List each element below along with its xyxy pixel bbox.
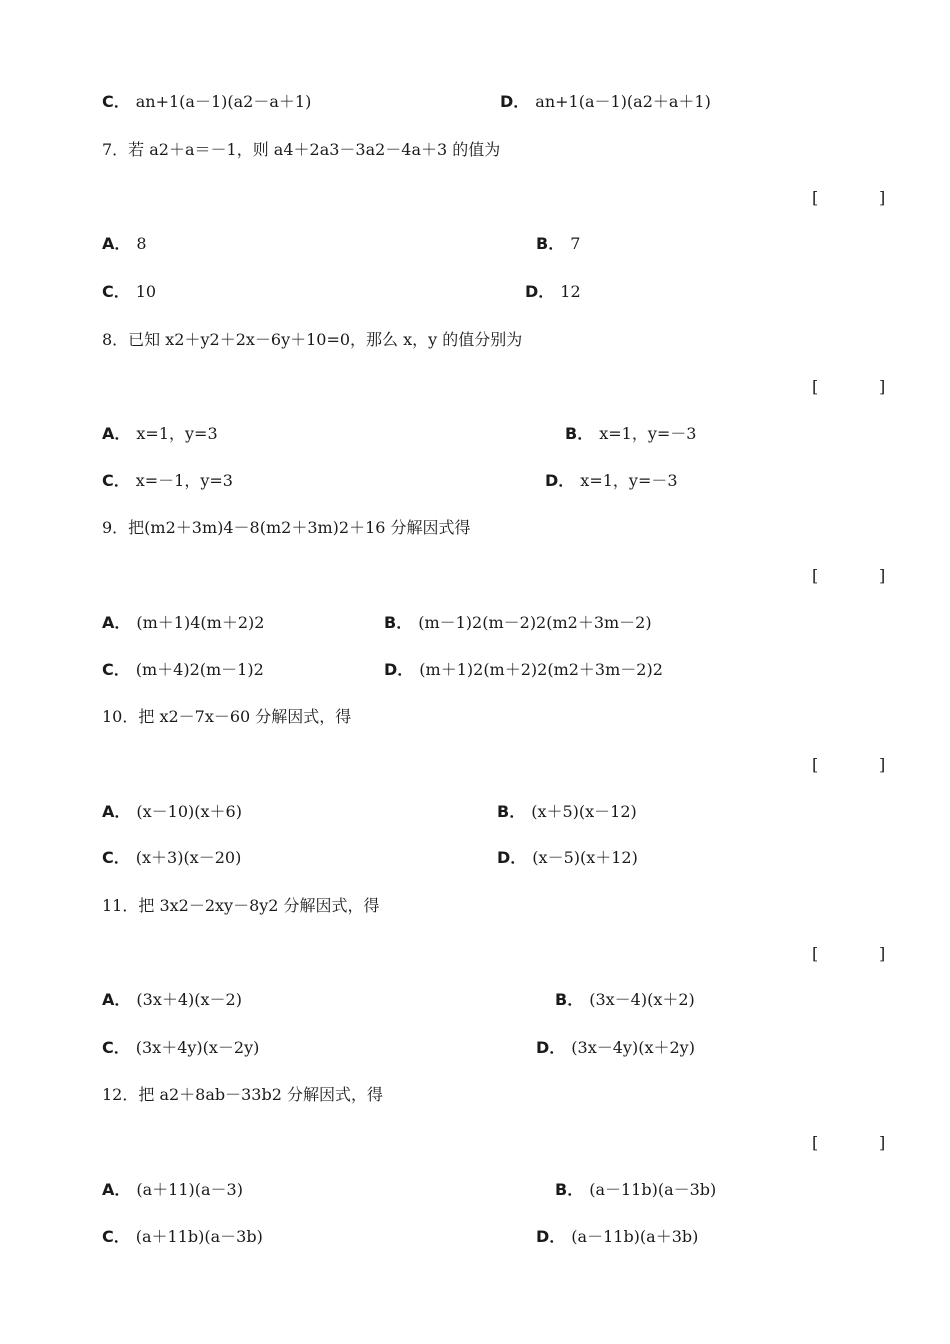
option-d-q10 bbox=[497, 848, 638, 868]
answer-bracket-close: ] bbox=[879, 188, 886, 207]
option-label: D． bbox=[536, 1038, 566, 1057]
question-stem-11: 11．把 3x2－2xy－8y2 分解因式，得 bbox=[102, 896, 380, 915]
option-text: x=1，y=－3 bbox=[580, 471, 678, 490]
answer-bracket-open: [ bbox=[812, 755, 819, 774]
option-a-q7 bbox=[102, 234, 147, 254]
option-text: (3x＋4y)(x－2y) bbox=[135, 1038, 260, 1057]
option-label: B． bbox=[555, 1180, 584, 1199]
answer-bracket-close: ] bbox=[879, 755, 886, 774]
option-text: (3x＋4)(x－2) bbox=[136, 990, 242, 1009]
option-label: B． bbox=[565, 424, 594, 443]
option-c-q11 bbox=[102, 1038, 259, 1058]
option-a-q11 bbox=[102, 990, 242, 1010]
option-text: 8 bbox=[136, 234, 147, 253]
option-text: an+1(a－1)(a2－a＋1) bbox=[135, 92, 312, 111]
option-text: (3x－4)(x＋2) bbox=[589, 990, 695, 1009]
option-d-q12 bbox=[536, 1227, 698, 1247]
option-label: D． bbox=[545, 471, 575, 490]
option-d-q8 bbox=[545, 471, 678, 491]
answer-bracket-open: [ bbox=[812, 566, 819, 585]
option-d-q11 bbox=[536, 1038, 695, 1058]
answer-bracket-open: [ bbox=[812, 944, 819, 963]
option-d-q6 bbox=[500, 92, 711, 112]
option-label: A． bbox=[102, 613, 131, 632]
question-stem-7: 7．若 a2＋a＝－1，则 a4＋2a3－3a2－4a＋3 的值为 bbox=[102, 140, 501, 159]
option-label: A． bbox=[102, 424, 131, 443]
option-text: x=1，y=－3 bbox=[599, 424, 697, 443]
option-label: A． bbox=[102, 802, 131, 821]
option-text: (m＋4)2(m－1)2 bbox=[135, 660, 264, 679]
option-d-q7 bbox=[525, 282, 581, 302]
option-label: C． bbox=[102, 1227, 130, 1246]
option-label: C． bbox=[102, 660, 130, 679]
option-text: (x－5)(x＋12) bbox=[532, 848, 638, 867]
option-text: (m－1)2(m－2)2(m2＋3m－2) bbox=[418, 613, 652, 632]
option-c-q10 bbox=[102, 848, 241, 868]
answer-bracket-close: ] bbox=[879, 1133, 886, 1152]
option-c-q6 bbox=[102, 92, 311, 112]
option-label: A． bbox=[102, 1180, 131, 1199]
option-b-q12 bbox=[555, 1180, 716, 1200]
option-text: an+1(a－1)(a2＋a＋1) bbox=[535, 92, 711, 111]
option-text: (a＋11b)(a－3b) bbox=[135, 1227, 263, 1246]
question-stem-9: 9．把(m2＋3m)4－8(m2＋3m)2＋16 分解因式得 bbox=[102, 518, 471, 537]
option-c-q9 bbox=[102, 660, 264, 680]
option-label: C． bbox=[102, 282, 130, 301]
option-c-q8 bbox=[102, 471, 233, 491]
option-label: C． bbox=[102, 92, 130, 111]
option-label: C． bbox=[102, 471, 130, 490]
option-label: D． bbox=[536, 1227, 566, 1246]
option-b-q10 bbox=[497, 802, 637, 822]
answer-bracket-close: ] bbox=[879, 944, 886, 963]
answer-bracket-close: ] bbox=[879, 377, 886, 396]
option-text: (m＋1)4(m＋2)2 bbox=[136, 613, 265, 632]
option-label: D． bbox=[384, 660, 414, 679]
question-stem-8: 8．已知 x2＋y2＋2x－6y＋10=0，那么 x，y 的值分别为 bbox=[102, 330, 523, 349]
option-a-q10 bbox=[102, 802, 242, 822]
option-label: A． bbox=[102, 234, 131, 253]
option-label: D． bbox=[497, 848, 527, 867]
option-d-q9 bbox=[384, 660, 663, 680]
option-label: B． bbox=[497, 802, 526, 821]
option-text: (a－11b)(a－3b) bbox=[589, 1180, 717, 1199]
answer-bracket-close: ] bbox=[879, 566, 886, 585]
option-c-q12 bbox=[102, 1227, 263, 1247]
option-text: (x＋5)(x－12) bbox=[531, 802, 637, 821]
question-stem-12: 12．把 a2＋8ab－33b2 分解因式，得 bbox=[102, 1085, 383, 1104]
option-b-q7 bbox=[536, 234, 580, 254]
answer-bracket-open: [ bbox=[812, 188, 819, 207]
option-text: (3x－4y)(x＋2y) bbox=[571, 1038, 695, 1057]
option-a-q12 bbox=[102, 1180, 243, 1200]
option-text: x=－1，y=3 bbox=[135, 471, 233, 490]
option-b-q9 bbox=[384, 613, 652, 633]
option-c-q7 bbox=[102, 282, 156, 302]
option-text: 10 bbox=[135, 282, 157, 301]
option-text: 7 bbox=[570, 234, 581, 253]
option-text: (x＋3)(x－20) bbox=[135, 848, 242, 867]
option-label: C． bbox=[102, 848, 130, 867]
option-a-q9 bbox=[102, 613, 264, 633]
option-text: (x－10)(x＋6) bbox=[136, 802, 242, 821]
option-text: (m＋1)2(m＋2)2(m2＋3m－2)2 bbox=[419, 660, 663, 679]
option-label: B． bbox=[384, 613, 413, 632]
option-label: A． bbox=[102, 990, 131, 1009]
option-label: D． bbox=[525, 282, 555, 301]
option-a-q8 bbox=[102, 424, 218, 444]
answer-bracket-open: [ bbox=[812, 1133, 819, 1152]
option-text: x=1，y=3 bbox=[136, 424, 218, 443]
option-b-q11 bbox=[555, 990, 695, 1010]
option-b-q8 bbox=[565, 424, 696, 444]
option-text: 12 bbox=[560, 282, 581, 301]
option-label: D． bbox=[500, 92, 530, 111]
answer-bracket-open: [ bbox=[812, 377, 819, 396]
option-text: (a－11b)(a＋3b) bbox=[571, 1227, 699, 1246]
option-label: C． bbox=[102, 1038, 130, 1057]
question-stem-10: 10．把 x2－7x－60 分解因式，得 bbox=[102, 707, 352, 726]
option-label: B． bbox=[555, 990, 584, 1009]
option-text: (a＋11)(a－3) bbox=[136, 1180, 243, 1199]
option-label: B． bbox=[536, 234, 565, 253]
